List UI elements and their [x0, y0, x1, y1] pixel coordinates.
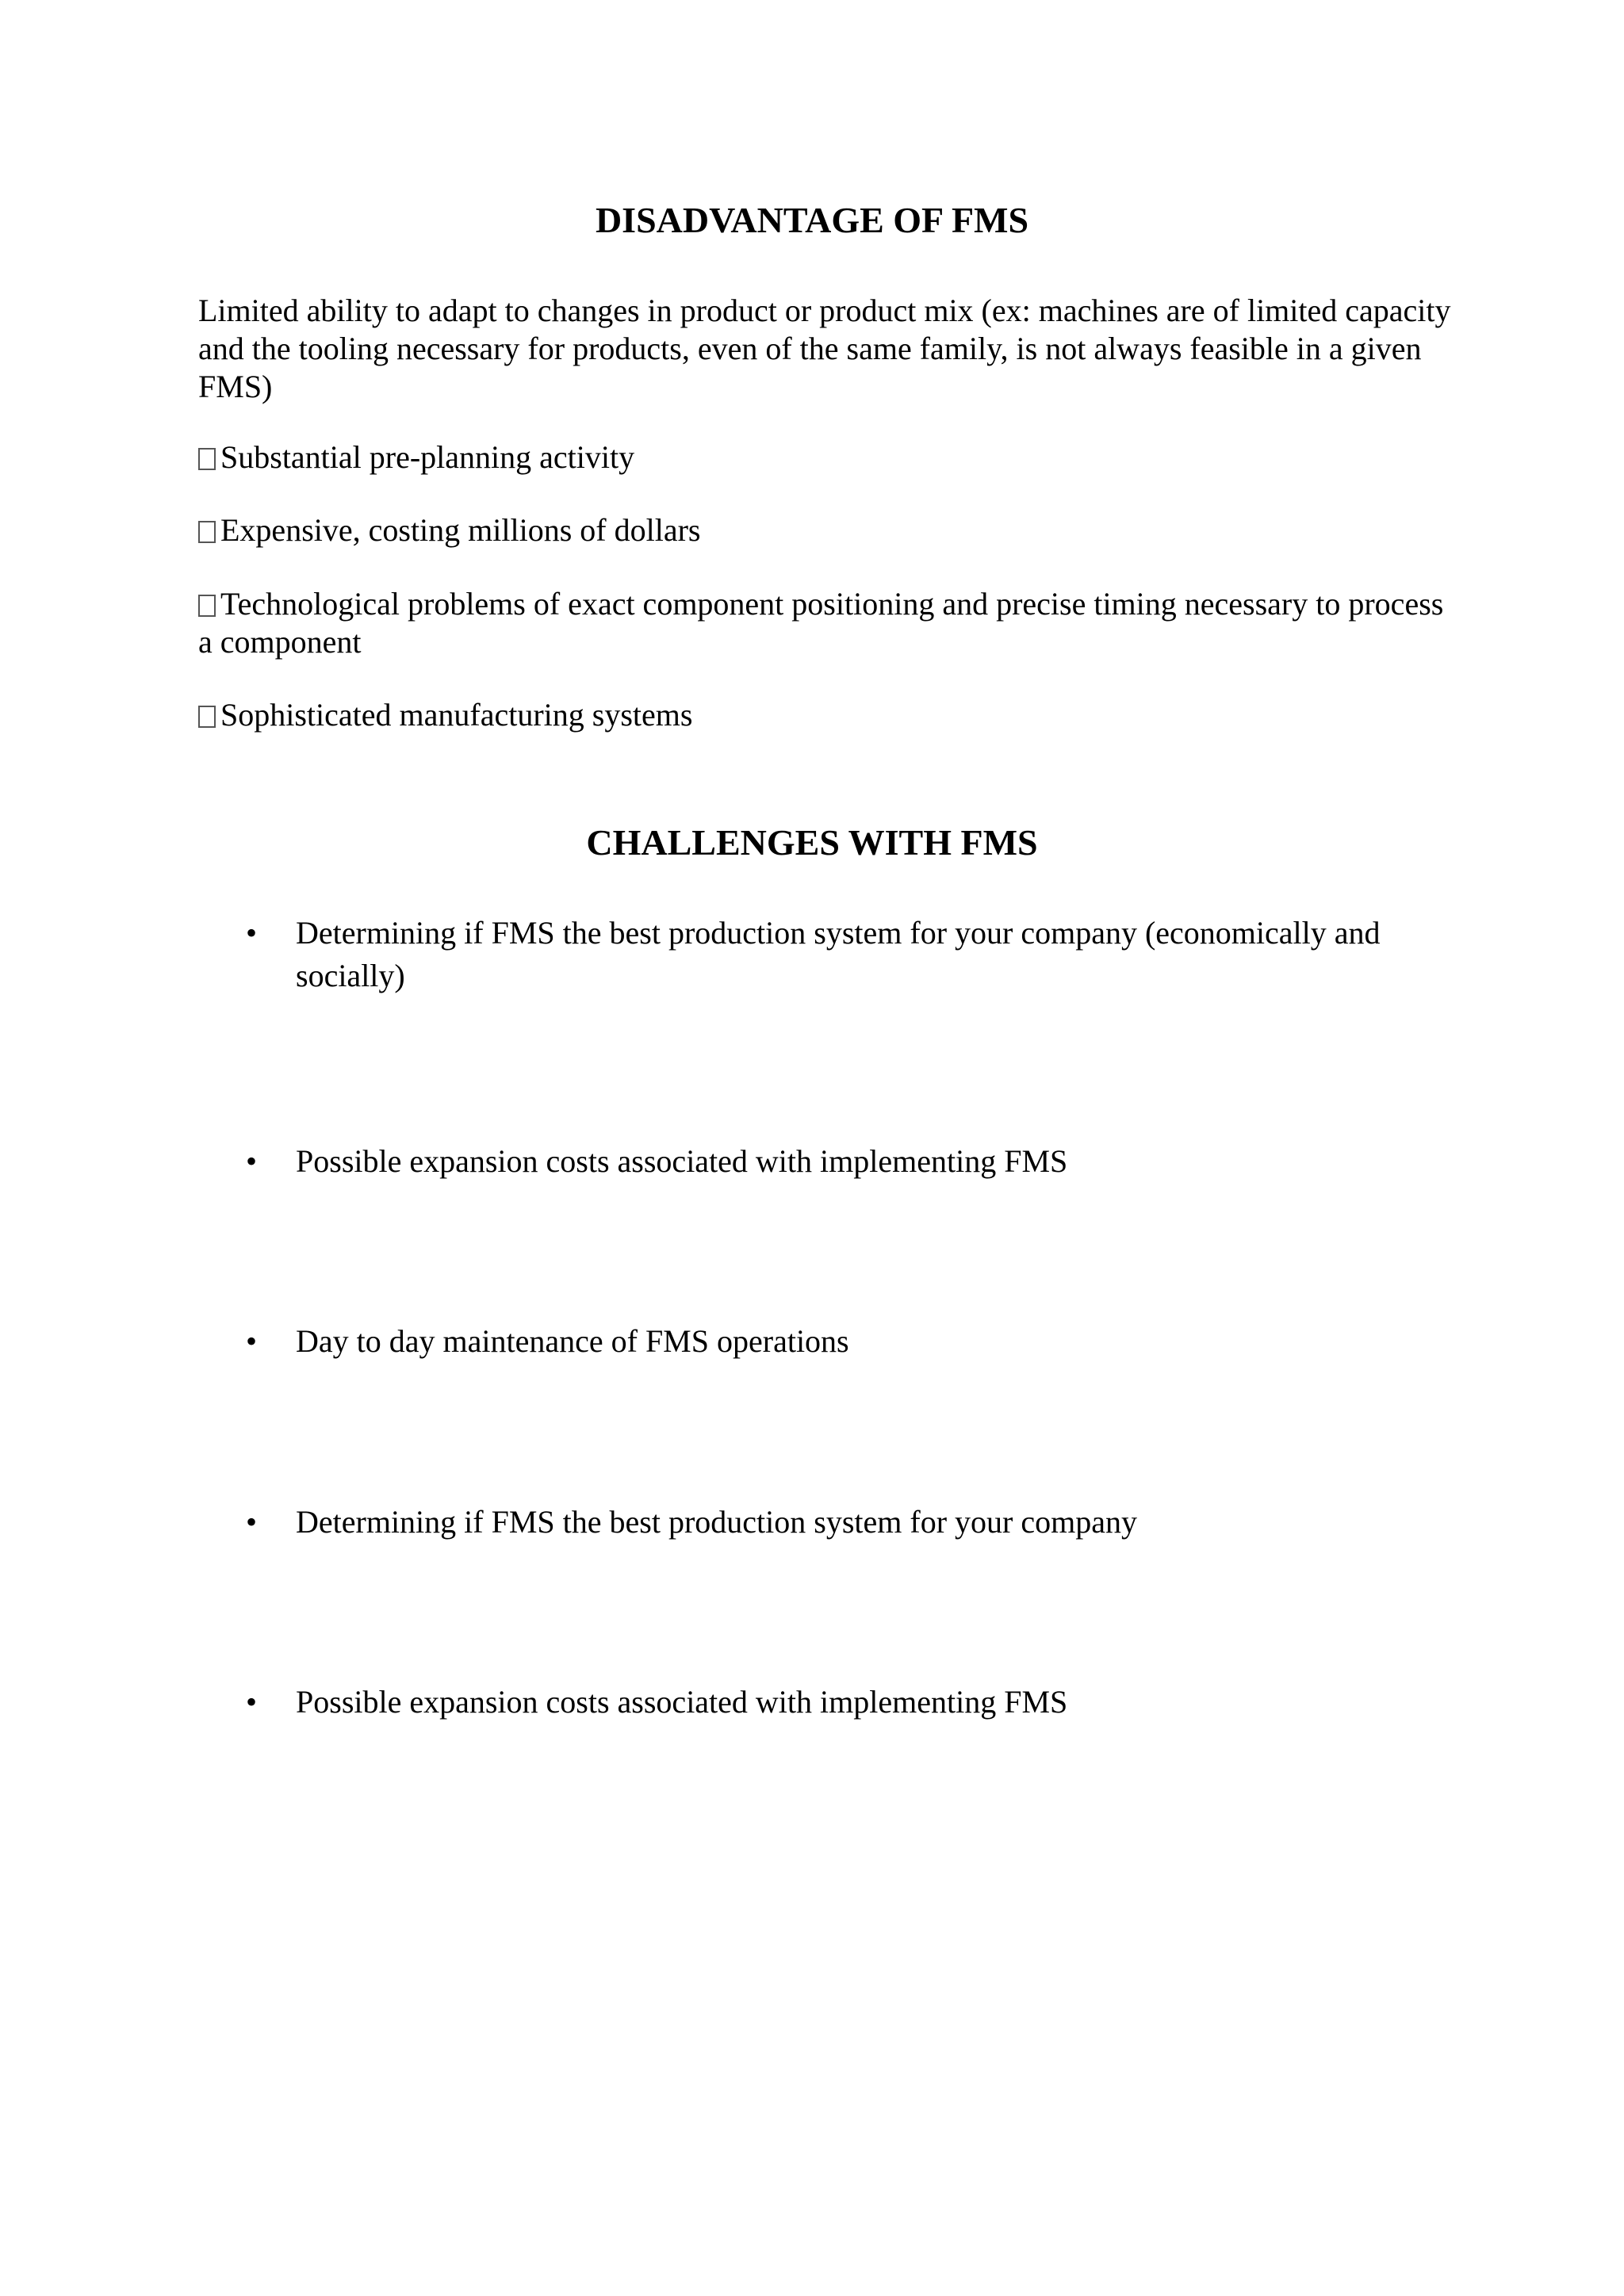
bullet-icon: •: [246, 915, 258, 951]
disadvantage-heading: DISADVANTAGE OF FMS: [595, 200, 1029, 240]
disadvantage-item: [198, 438, 1459, 476]
challenge-item-text: Determining if FMS the best production system for your company: [296, 1504, 1137, 1540]
disadvantage-item-text: Sophisticated manufacturing systems: [220, 697, 693, 733]
bullet-icon: •: [246, 1684, 258, 1720]
bullet-icon: •: [246, 1323, 258, 1359]
challenges-heading: CHALLENGES WITH FMS: [586, 822, 1038, 863]
challenge-item-text: Determining if FMS the best production system for your company (economically and socially): [296, 915, 1381, 993]
disadvantage-item-text: Expensive, costing millions of dollars: [220, 512, 701, 548]
missing-glyph-icon: [198, 521, 216, 543]
disadvantage-item: [198, 585, 1459, 661]
disadvantage-intro: Limited ability to adapt to changes in product or product mix (ex: machines are of limited capacity and the tooling necessary for products, even of the same family, is not always feasible in a given FMS): [198, 293, 1451, 404]
bullet-icon: •: [246, 1504, 258, 1540]
disadvantage-item: [198, 511, 1459, 549]
missing-glyph-icon: [198, 448, 216, 470]
challenge-item-text: Possible expansion costs associated with implementing FMS: [296, 1143, 1068, 1179]
missing-glyph-icon: [198, 595, 216, 617]
disadvantage-item: [198, 696, 1459, 734]
bullet-icon: •: [246, 1143, 258, 1179]
disadvantage-item-text: Technological problems of exact component positioning and precise timing necessary to process a component: [198, 586, 1444, 660]
disadvantage-item-text: Substantial pre-planning activity: [220, 439, 635, 475]
missing-glyph-icon: [198, 706, 216, 728]
challenge-item-text: Possible expansion costs associated with implementing FMS: [296, 1684, 1068, 1720]
challenge-item-text: Day to day maintenance of FMS operations: [296, 1323, 849, 1359]
